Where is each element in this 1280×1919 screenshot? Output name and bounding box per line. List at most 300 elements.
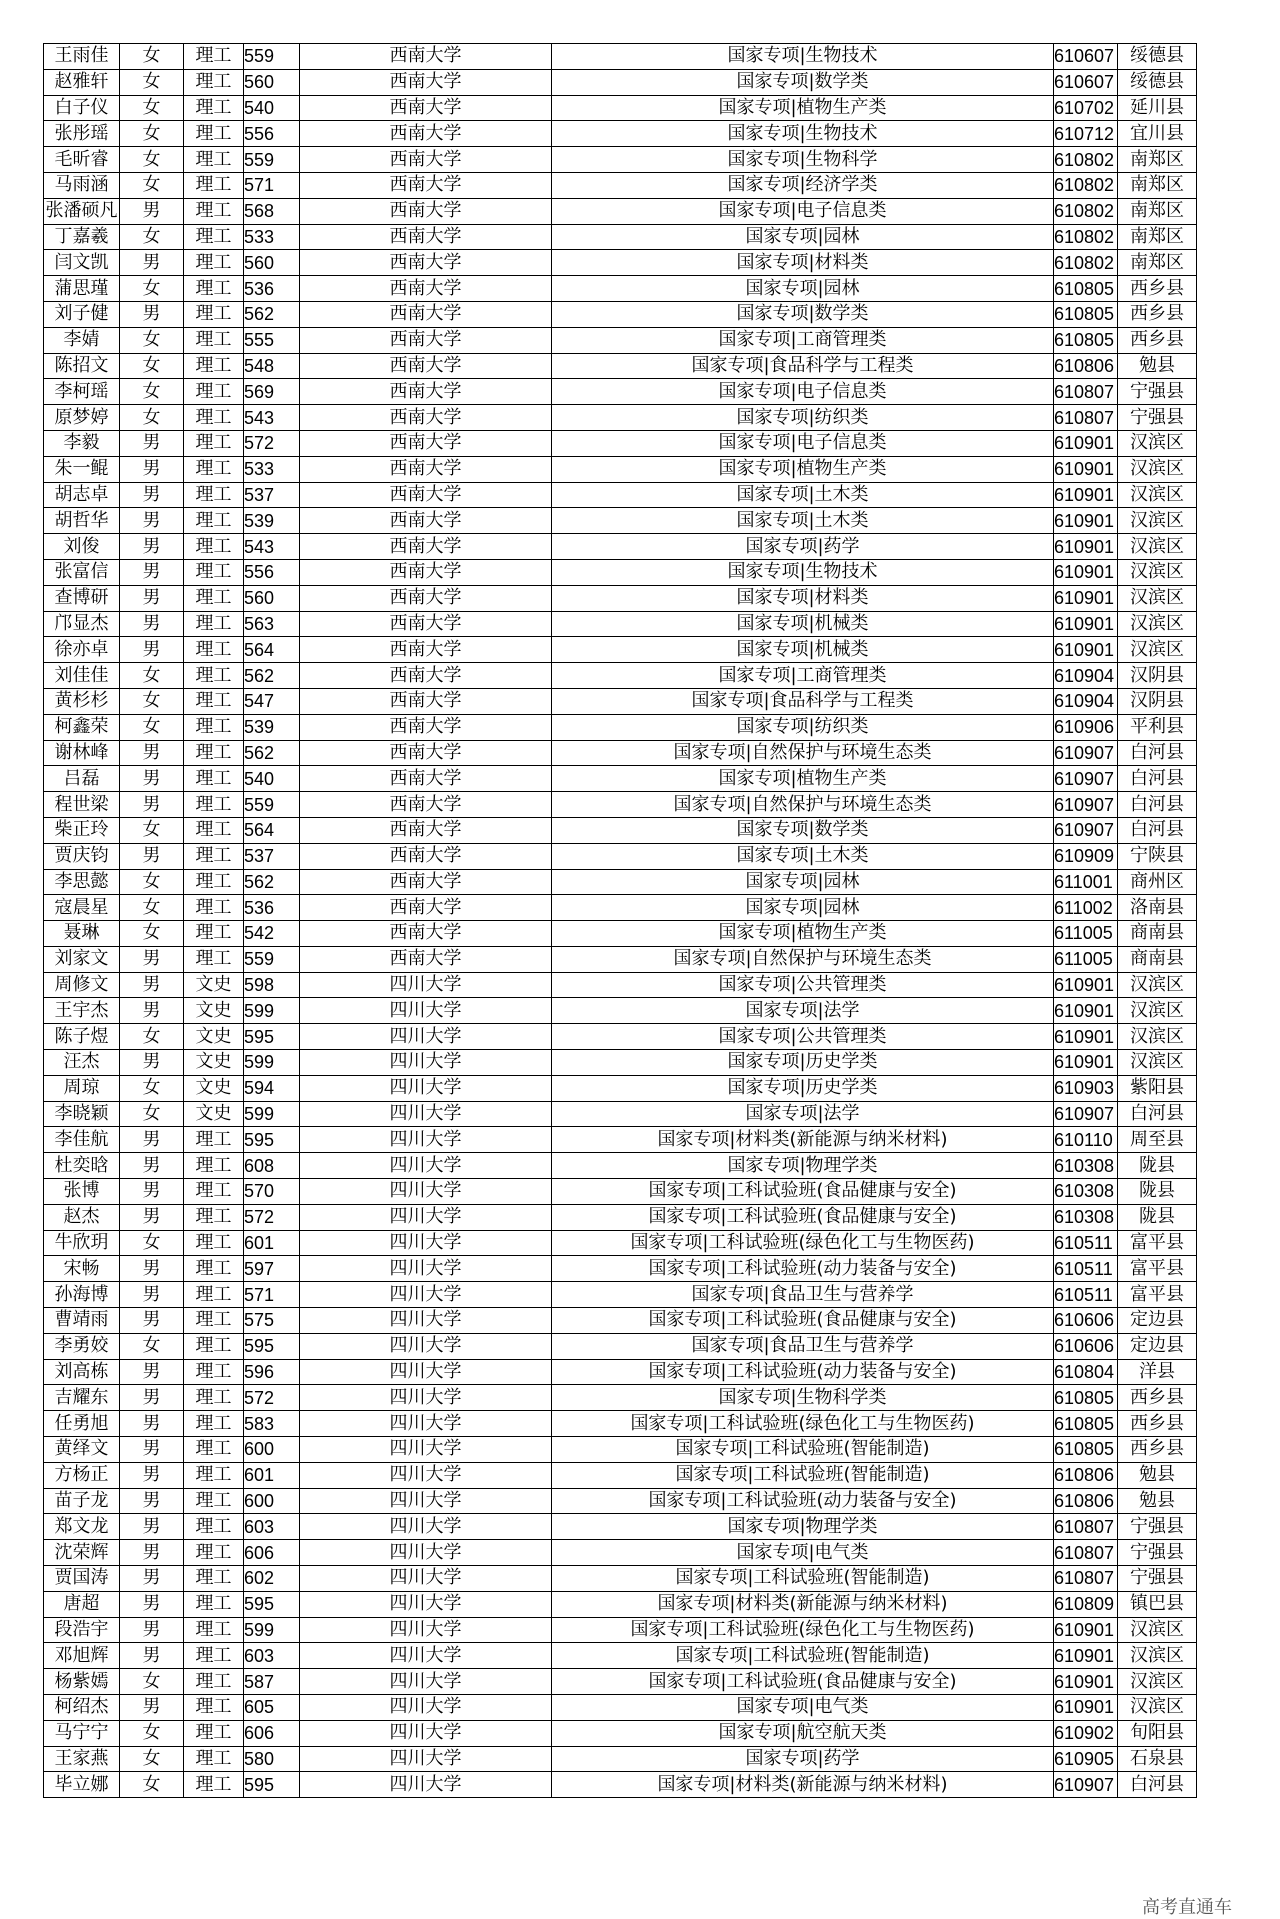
table-row [44,1256,1197,1282]
student-name-cell: 宋畅 [44,1256,120,1282]
gender-cell: 男 [120,198,184,224]
subject-type-cell: 理工 [184,663,244,689]
score-cell: 562 [244,740,300,766]
major-cell: 国家专项|法学 [552,998,1054,1024]
gender-cell: 男 [120,585,184,611]
region-code-cell: 610806 [1054,1462,1118,1488]
table-row [44,946,1197,972]
university-cell: 西南大学 [300,637,552,663]
subject-type-cell: 理工 [184,817,244,843]
county-cell: 白河县 [1118,792,1197,818]
university-cell: 西南大学 [300,224,552,250]
gender-cell: 男 [120,792,184,818]
major-cell: 国家专项|园林 [552,224,1054,250]
student-name-cell: 刘子健 [44,301,120,327]
gender-cell: 男 [120,946,184,972]
student-name-cell: 苗子龙 [44,1488,120,1514]
university-cell: 四川大学 [300,972,552,998]
score-cell: 595 [244,1024,300,1050]
gender-cell: 女 [120,1669,184,1695]
score-cell: 568 [244,198,300,224]
region-code-cell: 610805 [1054,1385,1118,1411]
region-code-cell: 610901 [1054,1695,1118,1721]
score-cell: 598 [244,972,300,998]
table-row [44,276,1197,302]
subject-type-cell: 理工 [184,276,244,302]
score-cell: 537 [244,482,300,508]
region-code-cell: 610907 [1054,1101,1118,1127]
major-cell: 国家专项|机械类 [552,611,1054,637]
table-row [44,327,1197,353]
score-cell: 563 [244,611,300,637]
gender-cell: 男 [120,1514,184,1540]
major-cell: 国家专项|药学 [552,1746,1054,1772]
student-name-cell: 段浩宇 [44,1617,120,1643]
score-cell: 575 [244,1308,300,1334]
student-name-cell: 张彤瑶 [44,121,120,147]
county-cell: 汉滨区 [1118,430,1197,456]
student-name-cell: 曹靖雨 [44,1308,120,1334]
table-row [44,508,1197,534]
score-cell: 605 [244,1695,300,1721]
region-code-cell: 610901 [1054,1617,1118,1643]
region-code-cell: 610901 [1054,430,1118,456]
major-cell: 国家专项|食品卫生与营养学 [552,1282,1054,1308]
subject-type-cell: 理工 [184,121,244,147]
university-cell: 西南大学 [300,405,552,431]
table-row [44,1333,1197,1359]
university-cell: 四川大学 [300,1643,552,1669]
university-cell: 四川大学 [300,1024,552,1050]
student-name-cell: 方杨正 [44,1462,120,1488]
county-cell: 汉滨区 [1118,972,1197,998]
table-row [44,1230,1197,1256]
subject-type-cell: 理工 [184,224,244,250]
region-code-cell: 610606 [1054,1308,1118,1334]
table-row [44,1179,1197,1205]
subject-type-cell: 理工 [184,250,244,276]
score-cell: 572 [244,1385,300,1411]
gender-cell: 女 [120,353,184,379]
region-code-cell: 610606 [1054,1333,1118,1359]
admission-table [43,43,1197,1798]
score-cell: 597 [244,1256,300,1282]
subject-type-cell: 理工 [184,766,244,792]
county-cell: 陇县 [1118,1179,1197,1205]
region-code-cell: 610511 [1054,1230,1118,1256]
gender-cell: 男 [120,766,184,792]
student-name-cell: 李思懿 [44,869,120,895]
student-name-cell: 蒲思瑾 [44,276,120,302]
university-cell: 四川大学 [300,1075,552,1101]
table-row [44,250,1197,276]
university-cell: 西南大学 [300,611,552,637]
county-cell: 商南县 [1118,946,1197,972]
score-cell: 583 [244,1411,300,1437]
major-cell: 国家专项|材料类 [552,585,1054,611]
subject-type-cell: 理工 [184,921,244,947]
student-name-cell: 原梦婷 [44,405,120,431]
region-code-cell: 610906 [1054,714,1118,740]
score-cell: 569 [244,379,300,405]
gender-cell: 女 [120,663,184,689]
major-cell: 国家专项|植物生产类 [552,95,1054,121]
university-cell: 西南大学 [300,895,552,921]
major-cell: 国家专项|生物科学类 [552,1385,1054,1411]
subject-type-cell: 理工 [184,1282,244,1308]
university-cell: 四川大学 [300,1669,552,1695]
table-row [44,688,1197,714]
major-cell: 国家专项|电气类 [552,1695,1054,1721]
gender-cell: 男 [120,1643,184,1669]
table-row [44,353,1197,379]
subject-type-cell: 理工 [184,534,244,560]
university-cell: 西南大学 [300,663,552,689]
county-cell: 汉滨区 [1118,637,1197,663]
table-row [44,1695,1197,1721]
university-cell: 西南大学 [300,585,552,611]
student-name-cell: 朱一鲲 [44,456,120,482]
major-cell: 国家专项|工科试验班(智能制造) [552,1462,1054,1488]
county-cell: 勉县 [1118,1462,1197,1488]
major-cell: 国家专项|公共管理类 [552,972,1054,998]
subject-type-cell: 理工 [184,1617,244,1643]
county-cell: 平利县 [1118,714,1197,740]
gender-cell: 男 [120,301,184,327]
table-row [44,1643,1197,1669]
major-cell: 国家专项|工科试验班(绿色化工与生物医药) [552,1230,1054,1256]
subject-type-cell: 文史 [184,1050,244,1076]
university-cell: 四川大学 [300,1230,552,1256]
major-cell: 国家专项|食品卫生与营养学 [552,1333,1054,1359]
county-cell: 汉滨区 [1118,611,1197,637]
region-code-cell: 610901 [1054,611,1118,637]
score-cell: 603 [244,1514,300,1540]
university-cell: 西南大学 [300,147,552,173]
university-cell: 西南大学 [300,688,552,714]
county-cell: 汉阴县 [1118,663,1197,689]
county-cell: 白河县 [1118,817,1197,843]
region-code-cell: 610607 [1054,44,1118,70]
student-name-cell: 陈子煜 [44,1024,120,1050]
student-name-cell: 任勇旭 [44,1411,120,1437]
student-name-cell: 唐超 [44,1591,120,1617]
gender-cell: 男 [120,1127,184,1153]
table-row [44,121,1197,147]
score-cell: 601 [244,1230,300,1256]
table-row [44,972,1197,998]
score-cell: 599 [244,1101,300,1127]
region-code-cell: 610806 [1054,353,1118,379]
table-row [44,44,1197,70]
major-cell: 国家专项|电气类 [552,1540,1054,1566]
subject-type-cell: 理工 [184,792,244,818]
gender-cell: 女 [120,1746,184,1772]
region-code-cell: 610907 [1054,817,1118,843]
subject-type-cell: 理工 [184,508,244,534]
student-name-cell: 周修文 [44,972,120,998]
university-cell: 西南大学 [300,121,552,147]
region-code-cell: 610308 [1054,1179,1118,1205]
subject-type-cell: 理工 [184,482,244,508]
major-cell: 国家专项|生物技术 [552,44,1054,70]
table-row [44,766,1197,792]
score-cell: 559 [244,44,300,70]
student-name-cell: 孙海博 [44,1282,120,1308]
table-row [44,998,1197,1024]
county-cell: 汉滨区 [1118,1695,1197,1721]
major-cell: 国家专项|纺织类 [552,405,1054,431]
university-cell: 四川大学 [300,1359,552,1385]
score-cell: 580 [244,1746,300,1772]
student-name-cell: 黄杉杉 [44,688,120,714]
major-cell: 国家专项|数学类 [552,817,1054,843]
subject-type-cell: 理工 [184,1308,244,1334]
gender-cell: 女 [120,869,184,895]
subject-type-cell: 理工 [184,379,244,405]
major-cell: 国家专项|材料类(新能源与纳米材料) [552,1127,1054,1153]
region-code-cell: 611002 [1054,895,1118,921]
gender-cell: 男 [120,534,184,560]
subject-type-cell: 理工 [184,1127,244,1153]
student-name-cell: 吕磊 [44,766,120,792]
student-name-cell: 柯鑫荣 [44,714,120,740]
student-name-cell: 马宁宁 [44,1720,120,1746]
subject-type-cell: 理工 [184,1179,244,1205]
major-cell: 国家专项|历史学类 [552,1050,1054,1076]
gender-cell: 男 [120,740,184,766]
student-name-cell: 周琼 [44,1075,120,1101]
university-cell: 四川大学 [300,1282,552,1308]
region-code-cell: 610807 [1054,1540,1118,1566]
university-cell: 西南大学 [300,843,552,869]
table-row [44,1359,1197,1385]
region-code-cell: 610901 [1054,482,1118,508]
student-name-cell: 胡志卓 [44,482,120,508]
major-cell: 国家专项|工科试验班(动力装备与安全) [552,1256,1054,1282]
table-row [44,740,1197,766]
university-cell: 四川大学 [300,1101,552,1127]
score-cell: 599 [244,1617,300,1643]
county-cell: 汉滨区 [1118,998,1197,1024]
gender-cell: 男 [120,559,184,585]
major-cell: 国家专项|航空航天类 [552,1720,1054,1746]
county-cell: 周至县 [1118,1127,1197,1153]
major-cell: 国家专项|工科试验班(食品健康与安全) [552,1204,1054,1230]
table-row [44,637,1197,663]
region-code-cell: 610802 [1054,198,1118,224]
county-cell: 镇巴县 [1118,1591,1197,1617]
score-cell: 600 [244,1437,300,1463]
gender-cell: 男 [120,1540,184,1566]
student-name-cell: 李勇姣 [44,1333,120,1359]
student-name-cell: 查博研 [44,585,120,611]
university-cell: 西南大学 [300,714,552,740]
gender-cell: 女 [120,95,184,121]
score-cell: 601 [244,1462,300,1488]
major-cell: 国家专项|材料类 [552,250,1054,276]
subject-type-cell: 理工 [184,327,244,353]
watermark-text: 高考直通车 [1142,1897,1232,1918]
gender-cell: 女 [120,1075,184,1101]
score-cell: 595 [244,1127,300,1153]
subject-type-cell: 理工 [184,405,244,431]
region-code-cell: 610802 [1054,147,1118,173]
table-row [44,817,1197,843]
county-cell: 勉县 [1118,1488,1197,1514]
region-code-cell: 610712 [1054,121,1118,147]
score-cell: 559 [244,946,300,972]
table-row [44,1282,1197,1308]
county-cell: 宁陕县 [1118,843,1197,869]
county-cell: 南郑区 [1118,224,1197,250]
university-cell: 西南大学 [300,44,552,70]
major-cell: 国家专项|自然保护与环境生态类 [552,740,1054,766]
county-cell: 陇县 [1118,1204,1197,1230]
major-cell: 国家专项|土木类 [552,843,1054,869]
subject-type-cell: 理工 [184,611,244,637]
gender-cell: 男 [120,1153,184,1179]
region-code-cell: 610907 [1054,792,1118,818]
score-cell: 603 [244,1643,300,1669]
major-cell: 国家专项|法学 [552,1101,1054,1127]
county-cell: 洋县 [1118,1359,1197,1385]
subject-type-cell: 文史 [184,1101,244,1127]
region-code-cell: 610110 [1054,1127,1118,1153]
gender-cell: 女 [120,121,184,147]
table-row [44,1385,1197,1411]
gender-cell: 男 [120,1204,184,1230]
county-cell: 汉滨区 [1118,585,1197,611]
score-cell: 606 [244,1540,300,1566]
subject-type-cell: 理工 [184,1669,244,1695]
table-row [44,1024,1197,1050]
county-cell: 勉县 [1118,353,1197,379]
major-cell: 国家专项|工科试验班(绿色化工与生物医药) [552,1411,1054,1437]
subject-type-cell: 理工 [184,1385,244,1411]
gender-cell: 男 [120,1695,184,1721]
score-cell: 559 [244,792,300,818]
table-row [44,95,1197,121]
major-cell: 国家专项|工科试验班(食品健康与安全) [552,1179,1054,1205]
gender-cell: 女 [120,44,184,70]
gender-cell: 女 [120,1772,184,1798]
student-name-cell: 闫文凯 [44,250,120,276]
score-cell: 564 [244,817,300,843]
region-code-cell: 610901 [1054,637,1118,663]
subject-type-cell: 理工 [184,301,244,327]
subject-type-cell: 理工 [184,147,244,173]
major-cell: 国家专项|工科试验班(绿色化工与生物医药) [552,1617,1054,1643]
score-cell: 572 [244,1204,300,1230]
major-cell: 国家专项|工商管理类 [552,663,1054,689]
county-cell: 汉滨区 [1118,1050,1197,1076]
university-cell: 西南大学 [300,327,552,353]
table-row [44,663,1197,689]
major-cell: 国家专项|电子信息类 [552,198,1054,224]
university-cell: 四川大学 [300,1514,552,1540]
county-cell: 白河县 [1118,1101,1197,1127]
score-cell: 595 [244,1333,300,1359]
gender-cell: 女 [120,688,184,714]
subject-type-cell: 理工 [184,1540,244,1566]
region-code-cell: 610901 [1054,508,1118,534]
university-cell: 四川大学 [300,1617,552,1643]
university-cell: 西南大学 [300,69,552,95]
county-cell: 南郑区 [1118,172,1197,198]
score-cell: 594 [244,1075,300,1101]
score-cell: 600 [244,1488,300,1514]
score-cell: 608 [244,1153,300,1179]
major-cell: 国家专项|药学 [552,534,1054,560]
student-name-cell: 杜奕晗 [44,1153,120,1179]
gender-cell: 女 [120,1720,184,1746]
score-cell: 570 [244,1179,300,1205]
major-cell: 国家专项|电子信息类 [552,430,1054,456]
gender-cell: 男 [120,611,184,637]
gender-cell: 男 [120,843,184,869]
university-cell: 四川大学 [300,1153,552,1179]
table-row [44,1437,1197,1463]
university-cell: 西南大学 [300,792,552,818]
region-code-cell: 610804 [1054,1359,1118,1385]
university-cell: 四川大学 [300,1695,552,1721]
county-cell: 石泉县 [1118,1746,1197,1772]
table-row [44,1566,1197,1592]
university-cell: 西南大学 [300,456,552,482]
major-cell: 国家专项|工科试验班(智能制造) [552,1566,1054,1592]
student-name-cell: 沈荣辉 [44,1540,120,1566]
major-cell: 国家专项|生物技术 [552,121,1054,147]
score-cell: 560 [244,585,300,611]
table-row [44,1411,1197,1437]
county-cell: 商州区 [1118,869,1197,895]
gender-cell: 女 [120,1024,184,1050]
university-cell: 四川大学 [300,1179,552,1205]
table-row [44,921,1197,947]
university-cell: 四川大学 [300,1540,552,1566]
student-name-cell: 黄绎文 [44,1437,120,1463]
score-cell: 556 [244,559,300,585]
table-row [44,147,1197,173]
region-code-cell: 610308 [1054,1153,1118,1179]
county-cell: 富平县 [1118,1230,1197,1256]
gender-cell: 男 [120,1256,184,1282]
gender-cell: 男 [120,637,184,663]
major-cell: 国家专项|材料类(新能源与纳米材料) [552,1772,1054,1798]
table-row [44,534,1197,560]
major-cell: 国家专项|食品科学与工程类 [552,688,1054,714]
county-cell: 洛南县 [1118,895,1197,921]
table-row [44,482,1197,508]
county-cell: 定边县 [1118,1333,1197,1359]
table-row [44,1488,1197,1514]
subject-type-cell: 文史 [184,998,244,1024]
county-cell: 富平县 [1118,1256,1197,1282]
university-cell: 四川大学 [300,1333,552,1359]
university-cell: 四川大学 [300,998,552,1024]
gender-cell: 女 [120,895,184,921]
table-row [44,379,1197,405]
score-cell: 599 [244,998,300,1024]
score-cell: 536 [244,276,300,302]
table-row [44,792,1197,818]
county-cell: 白河县 [1118,740,1197,766]
region-code-cell: 611005 [1054,946,1118,972]
subject-type-cell: 文史 [184,1075,244,1101]
region-code-cell: 610903 [1054,1075,1118,1101]
major-cell: 国家专项|材料类(新能源与纳米材料) [552,1591,1054,1617]
